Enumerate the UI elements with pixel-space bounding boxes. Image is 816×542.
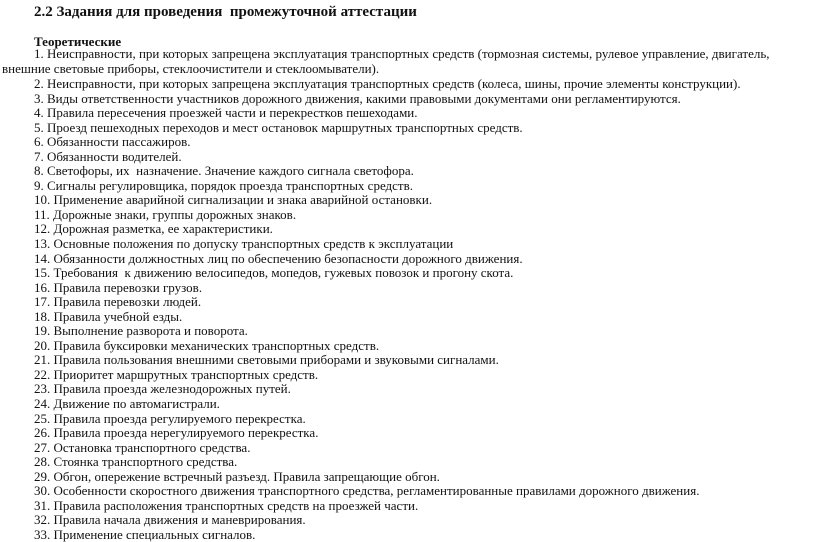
question-item: 8. Светофоры, их назначение. Значение каждого сигнала светофора. [34,163,414,179]
question-item: 23. Правила проезда железнодорожных путей. [34,381,291,397]
question-item: 31. Правила расположения транспортных средств на проезжей части. [34,497,419,513]
question-item: 30. Особенности скоростного движения транспортного средства, регламентированные правилами дорожного движения. [34,483,700,499]
question-item: 13. Основные положения по допуску транспортных средств к эксплуатации [34,236,454,252]
question-item: 20. Правила буксировки механических транспортных средств. [34,337,380,353]
question-item: 12. Дорожная разметка, ее характеристики. [34,221,273,237]
question-item: 5. Проезд пешеходных переходов и мест остановок маршрутных транспортных средств. [34,119,523,135]
question-item: 33. Применение специальных сигналов. [34,526,256,542]
question-item: 26. Правила проезда нерегулируемого перекрестка. [34,425,319,441]
question-item: 9. Сигналы регулировщика, порядок проезда транспортных средств. [34,177,414,193]
question-item: 15. Требования к движению велосипедов, мопедов, гужевых повозок и прогону скота. [34,265,514,281]
question-item: 11. Дорожные знаки, группы дорожных знаков. [34,206,297,222]
question-item: 22. Приоритет маршрутных транспортных средств. [34,366,319,382]
question-item: 6. Обязанности пассажиров. [34,134,191,150]
question-item: 25. Правила проезда регулируемого перекрестка. [34,410,306,426]
question-item: 27. Остановка транспортного средства. [34,439,251,455]
question-item: 3. Виды ответственности участников дорожного движения, какими правовыми документами они регламентируются. [34,90,681,106]
question-list [34,77,741,542]
subsection-heading: Теоретические [34,34,122,49]
question-item: 28. Стоянка транспортного средства. [34,454,238,470]
question-item: 18. Правила учебной езды. [34,308,183,324]
question-item: 19. Выполнение разворота и поворота. [34,323,248,339]
question-item: 1. Неисправности, при которых запрещена эксплуатация транспортных средств (тормозная системы, рулевое управление, двигатель, внешние световые приборы, стеклоочистители и стеклоомыватели). [2,46,770,76]
question-item: 21. Правила пользования внешними световыми приборами и звуковыми сигналами. [34,352,499,368]
question-item: 14. Обязанности должностных лиц по обеспечению безопасности дорожного движения. [34,250,523,266]
question-item: 10. Применение аварийной сигнализации и знака аварийной остановки. [34,192,433,208]
question-item: 32. Правила начала движения и маневрирования. [34,512,306,528]
question-item: 2. Неисправности, при которых запрещена эксплуатация транспортных средств (колеса, шины, прочие элементы конструкции). [34,76,741,91]
question-item: 16. Правила перевозки грузов. [34,279,203,295]
question-item: 4. Правила пересечения проезжей части и перекрестков пешеходами. [34,105,418,121]
question-item: 24. Движение по автомагистрали. [34,396,220,412]
question-item: 29. Обгон, опережение встречный разъезд. Правила запрещающие обгон. [34,468,440,484]
question-item: 7. Обязанности водителей. [34,148,182,164]
question-item: 17. Правила перевозки людей. [34,294,202,310]
section-heading: 2.2 Задания для проведения промежуточной аттестации [34,4,417,20]
